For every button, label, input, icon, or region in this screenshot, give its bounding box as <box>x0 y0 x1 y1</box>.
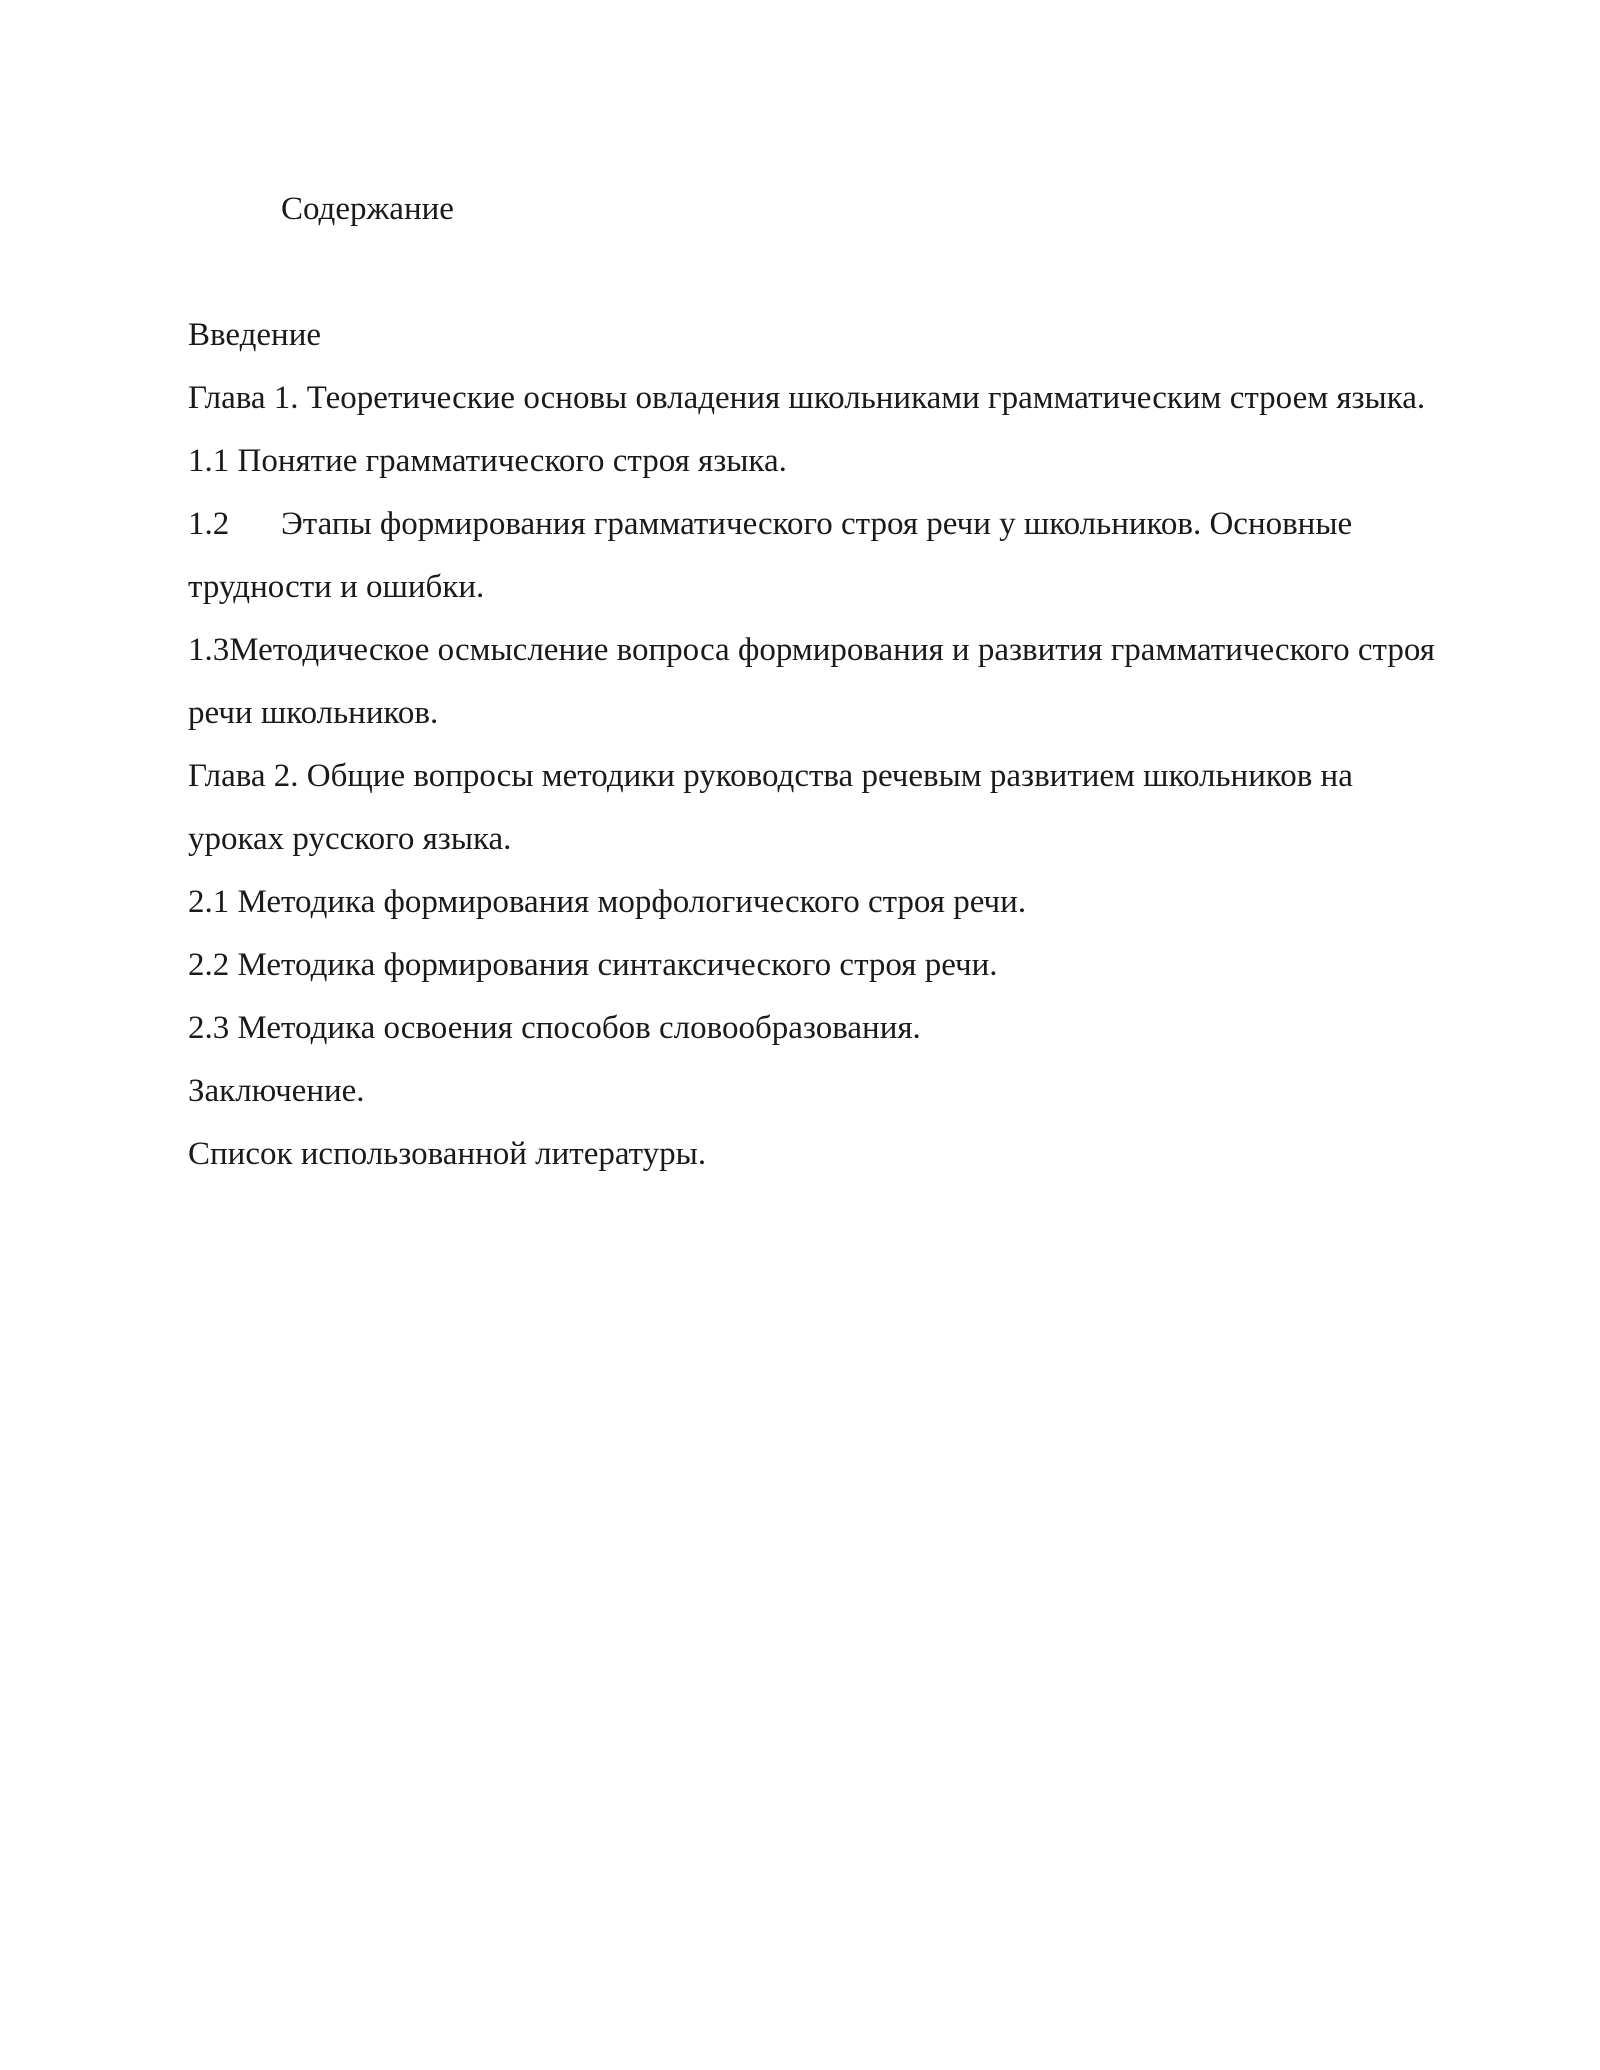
toc-entry-number: 1.2 <box>188 506 230 542</box>
toc-entry-text: Этапы формирования грамматического строя речи у школьников. Основные трудности и ошибки. <box>188 506 1353 605</box>
toc-entry-1-3: 1.3Методическое осмысление вопроса формирования и развития грамматического строя речи школьников. <box>188 632 1435 731</box>
table-of-contents <box>188 178 1438 1186</box>
toc-entry-2-2: 2.2 Методика формирования синтаксического строя речи. <box>188 947 998 983</box>
toc-entry-2-3: 2.3 Методика освоения способов словообразования. <box>188 1010 921 1046</box>
toc-entry-1-2 <box>188 493 1438 619</box>
toc-title: Содержание <box>281 191 454 227</box>
toc-entry-2-1: 2.1 Методика формирования морфологического строя речи. <box>188 884 1027 920</box>
toc-entry-chapter-1: Глава 1. Теоретические основы овладения школьниками грамматическим строем языка. <box>188 380 1426 416</box>
toc-entry-1-1: 1.1 Понятие грамматического строя языка. <box>188 443 787 479</box>
toc-list <box>188 304 1438 1186</box>
toc-entry-chapter-2: Глава 2. Общие вопросы методики руководства речевым развитием школьников на уроках русского языка. <box>188 758 1353 857</box>
toc-entry-bibliography: Список использованной литературы. <box>188 1136 707 1172</box>
toc-entry-introduction: Введение <box>188 317 322 353</box>
toc-entry-conclusion: Заключение. <box>188 1073 365 1109</box>
